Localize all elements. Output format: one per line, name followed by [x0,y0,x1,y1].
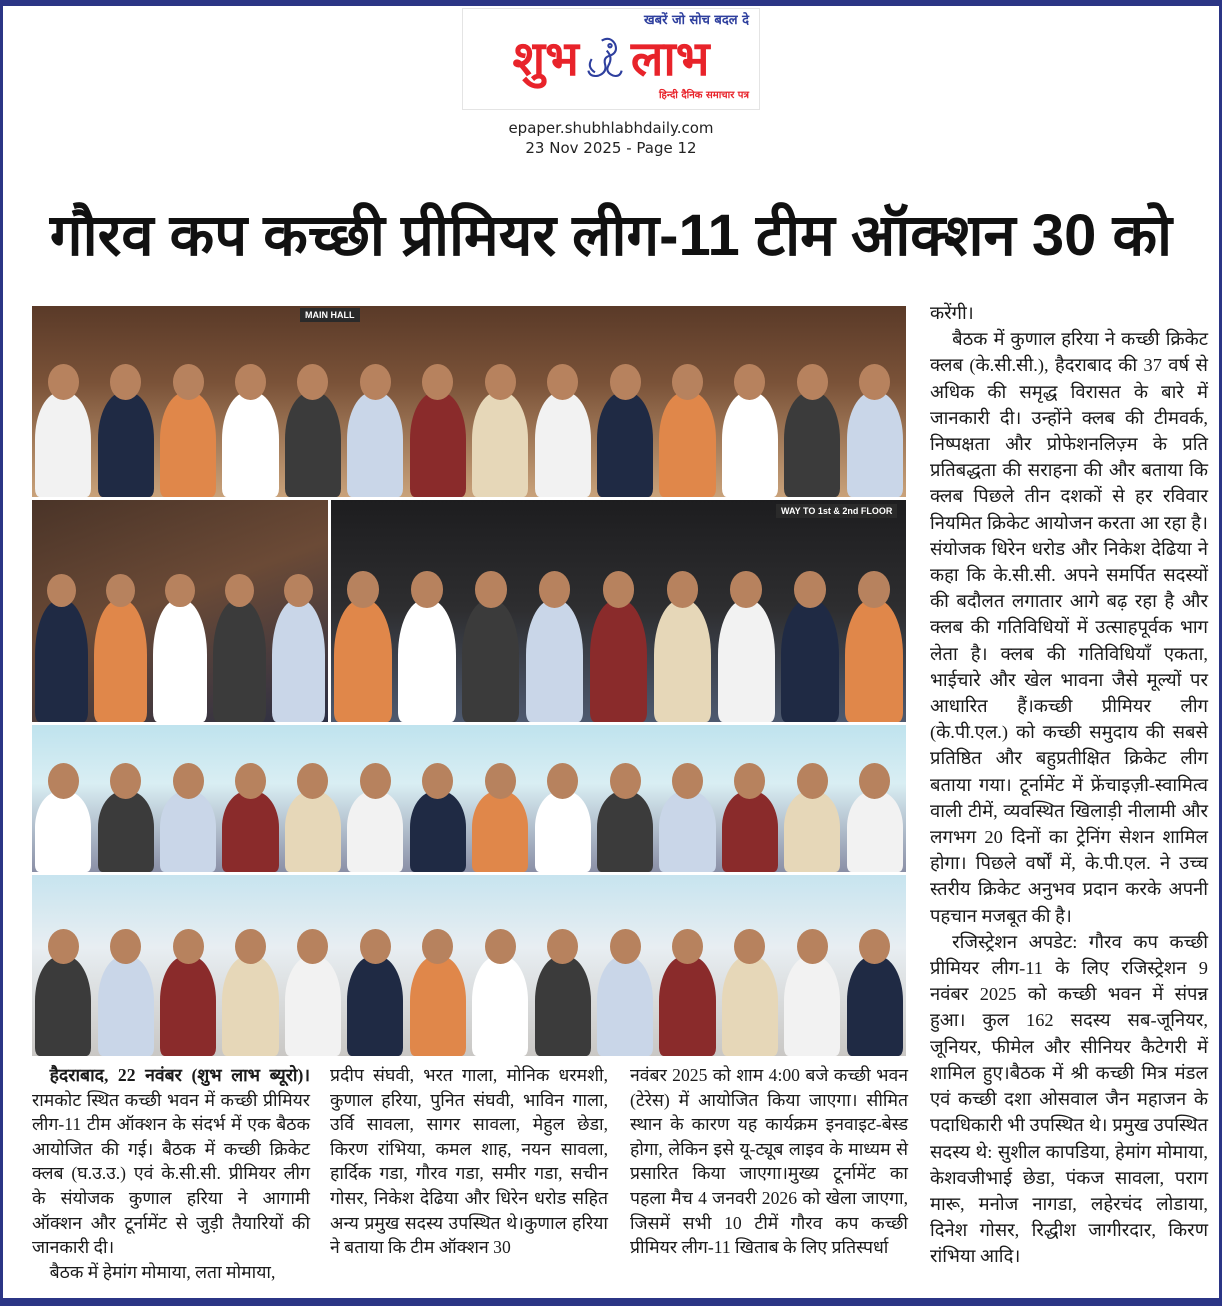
person-head [794,571,826,607]
person-head [610,763,641,799]
person-silhouette [847,392,903,497]
person-head [235,364,266,400]
masthead-subtitle: हिन्दी दैनिक समाचार पत्र [658,90,749,101]
person-silhouette [160,392,216,497]
person-silhouette [722,392,778,497]
person-silhouette [722,956,778,1056]
paragraph: करेंगी। [930,303,974,323]
person-silhouette [535,956,591,1056]
floor-sign: WAY TO 1st & 2nd FLOOR [776,504,897,518]
epaper-url[interactable]: epaper.shubhlabhdaily.com [508,119,714,137]
person-head [603,571,635,607]
masthead-tagline: खबरें जो सोच बदल दे [644,13,749,28]
person-head [48,364,79,400]
person-head [610,364,641,400]
person-head [422,929,453,965]
photo-group-banner [32,725,906,872]
person-head [485,364,516,400]
person-silhouette [659,392,715,497]
person-head [422,364,453,400]
person-silhouette [398,600,456,722]
person-head [730,571,762,607]
person-head [734,364,765,400]
person-head [672,929,703,965]
person-head [48,763,79,799]
person-silhouette [334,600,392,722]
person-silhouette [347,791,403,872]
person-silhouette [285,392,341,497]
person-silhouette [847,956,903,1056]
paragraph: रजिस्ट्रेशन अपडेट: गौरव कप कच्छी प्रीमियर लीग-11 के लिए रजिस्ट्रेशन 9 नवंबर 2025 को कच्छी भवन में संपन्न हुआ। कुल 162 सदस्य सब-जूनियर, जूनियर, फीमेल और सीनियर कैटेगरी में शामिल हुए।बैठक में श्री कच्छी मित्र मंडल एवं कच्छी दशा ओसवाल जैन महाजन के पदाधिकारी भी उपस्थित थे। प्रमुख उपस्थित सदस्य थे: सुशील कापडिया, हेमांग मोमाया, केशवजीभाई छेडा, पंकज सावला, पराग मारू, मनोज नागडा, लहेरचंद लोडाया, दिनेश गोसर, रिद्धीश जागीरदार, किरण रांभिया आदि। [930,931,1208,1267]
person-silhouette [35,392,91,497]
person-silhouette [98,956,154,1056]
person-head [110,364,141,400]
article-column-1 [32,1063,310,1284]
paragraph: बैठक में कुणाल हरिया ने कच्छी क्रिकेट क्लब (के.सी.सी.), हैदराबाद की 37 वर्ष से अधिक की समृद्ध विरासत के बारे में जानकारी दी। उन्होंने क्लब की टीमवर्क, निष्पक्षता और प्रोफेशनलिज़्म के प्रति प्रतिबद्धता की सराहना की और बताया कि क्लब पिछले तीन दशकों से हर रविवार नियमित क्रिकेट आयोजन करता आ रहा है।संयोजक धिरेन धरोड और निकेश देढिया ने कहा कि के.सी.सी. अपने समर्पित सदस्यों की बदौलत लगातार आगे बढ़ रहा है और क्लब की गतिविधियों में उत्साहपूर्वक भाग लेता है। क्लब की गतिविधियाँ एकता, भाईचारे और खेल भावना जैसे मूल्यों पर आधारित हैं।कच्छी प्रीमियर लीग (के.पी.एल.) को कच्छी समुदाय की सबसे प्रतिष्ठित और बहुप्रतीक्षित क्रिकेट लीग बताया गया। टूर्नामेंट में फ्रेंचाइज़ी-स्वामित्व वाली टीमें, व्यवस्थित खिलाड़ी नीलामी और लगभग 20 दिनों का ट्रेनिंग सेशन शामिल होगा। पिछले वर्षों में, के.पी.एल. ने उच्च स्तरीय क्रिकेट अनुभव प्रदान करके अपनी पहचान मजबूत की है। [930,329,1208,926]
person-silhouette [98,791,154,872]
edition-info [461,118,761,158]
person-head [547,364,578,400]
person-silhouette [153,600,206,722]
person-head [48,929,79,965]
person-head [173,364,204,400]
person-head [797,364,828,400]
person-silhouette [784,956,840,1056]
person-silhouette [535,392,591,497]
person-silhouette [272,600,325,722]
person-silhouette [659,956,715,1056]
photo-collage [32,306,906,1056]
person-silhouette [718,600,776,722]
photo-book-release-right [331,500,906,722]
person-silhouette [160,791,216,872]
person-silhouette [472,791,528,872]
person-head [347,571,379,607]
person-head [672,763,703,799]
dateline: हैदराबाद, 22 नवंबर (शुभ लाभ ब्यूरो)। [49,1065,310,1085]
person-head [173,763,204,799]
photo-group-team [32,875,906,1056]
person-silhouette [410,392,466,497]
person-silhouette [590,600,648,722]
person-head [106,574,135,608]
person-head [411,571,443,607]
person-head [422,763,453,799]
person-head [859,364,890,400]
person-head [859,929,890,965]
person-silhouette [35,600,88,722]
person-head [360,763,391,799]
person-silhouette [472,956,528,1056]
person-head [297,364,328,400]
person-silhouette [347,392,403,497]
person-silhouette [597,392,653,497]
person-silhouette [98,392,154,497]
person-silhouette [160,956,216,1056]
person-head [235,763,266,799]
person-silhouette [847,791,903,872]
person-head [547,929,578,965]
paragraph: प्रदीप संघवी, भरत गाला, मोनिक धरमशी, कुणाल हरिया, पुनित संघवी, भाविन गाला, उर्वि सावला, सागर सावला, मेहुल छेडा, किरण रांभिया, कमल शाह, नयन सावला, हार्दिक गडा, गौरव गडा, समीर गडा, सचीन गोसर, निकेश देढिया और धिरेन धरोड सहित अन्य प्रमुख सदस्य उपस्थित थे।कुणाल हरिया ने बताया कि टीम ऑक्शन 30 [330,1065,608,1258]
person-silhouette [597,956,653,1056]
person-head [485,763,516,799]
article-column-2 [330,1063,608,1260]
person-silhouette [94,600,147,722]
person-silhouette [35,791,91,872]
person-head [797,929,828,965]
person-head [225,574,254,608]
person-head [235,929,266,965]
person-silhouette [410,956,466,1056]
person-silhouette [654,600,712,722]
person-silhouette [410,791,466,872]
person-silhouette [535,791,591,872]
person-silhouette [35,956,91,1056]
person-head [475,571,507,607]
article-column-3 [630,1063,908,1260]
person-silhouette [285,956,341,1056]
person-head [110,763,141,799]
person-head [667,571,699,607]
photo-book-release-left [32,500,328,722]
person-silhouette [213,600,266,722]
person-silhouette [845,600,903,722]
person-head [539,571,571,607]
person-silhouette [222,791,278,872]
paragraph: रामकोट स्थित कच्छी भवन में कच्छी प्रीमियर लीग-11 टीम ऑक्शन के संदर्भ में एक बैठक आयोजित की गई। बैठक में कच्छी क्रिकेट क्लब (घ.उ.उ.) एवं के.सी.सी. प्रीमियर लीग के संयोजक कुणाल हरिया ने आगामी ऑक्शन और टूर्नामेंट से जुड़ी तैयारियों की जानकारी दी। [32,1089,310,1258]
person-head [672,364,703,400]
person-silhouette [285,791,341,872]
person-head [173,929,204,965]
person-silhouette [784,392,840,497]
date-page: 23 Nov 2025 - Page 12 [525,139,697,157]
masthead-logo [462,8,760,110]
person-silhouette [722,791,778,872]
ganesh-icon [585,34,625,84]
person-head [547,763,578,799]
person-silhouette [222,392,278,497]
masthead-name-left: शुभ [512,31,579,87]
person-silhouette [659,791,715,872]
article-headline: गौरव कप कच्छी प्रीमियर लीग-11 टीम ऑक्शन 30 को [49,203,1173,268]
person-silhouette [472,392,528,497]
person-silhouette [347,956,403,1056]
person-head [360,929,391,965]
person-head [858,571,890,607]
masthead-name-right: लाभ [630,31,710,87]
masthead-name [473,29,749,89]
person-silhouette [781,600,839,722]
person-head [110,929,141,965]
paragraph: बैठक में हेमांग मोमाया, लता मोमाया, [49,1261,276,1282]
person-head [485,929,516,965]
person-silhouette [462,600,520,722]
person-silhouette [597,791,653,872]
person-head [360,364,391,400]
person-silhouette [784,791,840,872]
paragraph: नवंबर 2025 को शाम 4:00 बजे कच्छी भवन (टेरेस) में आयोजित किया जाएगा। सीमित स्थान के कारण यह कार्यक्रम इनवाइट-बेस्ड होगा, लेकिन इसे यू-ट्यूब लाइव के माध्यम से प्रसारित किया जाएगा।मुख्य टूर्नामेंट का पहला मैच 4 जनवरी 2026 को खेला जाएगा, जिसमें सभी 10 टीमें गौरव कप कच्छी प्रीमियर लीग-11 खिताब के लिए प्रतिस्पर्धा [630,1065,908,1258]
person-head [859,763,890,799]
person-silhouette [222,956,278,1056]
person-head [165,574,194,608]
person-head [284,574,313,608]
person-head [610,929,641,965]
main-hall-sign: MAIN HALL [300,308,360,322]
person-head [797,763,828,799]
photo-group-main-hall [32,306,906,497]
person-silhouette [526,600,584,722]
article-right-column [930,300,1208,1270]
